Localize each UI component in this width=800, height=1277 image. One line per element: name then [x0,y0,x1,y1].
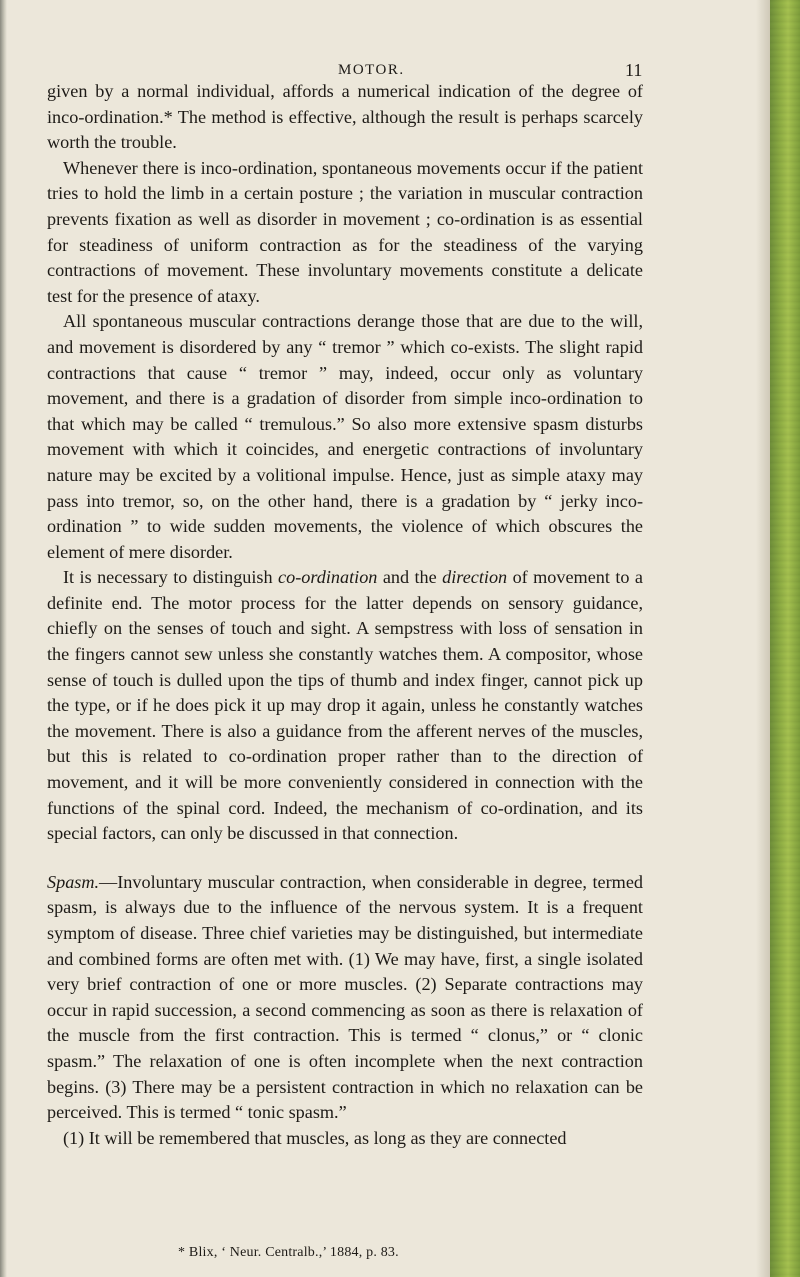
body-text [47,79,643,1151]
italic-term: co-ordination [278,567,378,588]
text-run: and the [377,567,443,588]
running-head: MOTOR. [338,62,405,78]
text-run: —Involuntary muscular contraction, when considerable in degree, termed spasm, is always due to the influence of the nervous system. It is a frequent symptom of disease. Three chief varieties may be distinguished, but intermediate and combined forms are often met with. (1) We may have, first, a single isolated very brief contraction of one or more muscles. (2) Separate contractions may occur in rapid succession, a second commencing as soon as there is relaxation of the muscle from the first contraction. This is termed “ clonus,” or “ clonic spasm.” The relaxation of one is often incomplete when the next contraction begins. (3) There may be a persistent contraction in which no relaxation can be perceived. This is termed “ tonic spasm.” [47,871,643,1123]
paragraph: given by a normal individual, affords a numerical indication of the degree of inco-ordination.* The method is effective, although the result is perhaps scarcely worth the trouble. [47,81,643,153]
italic-term: direction [442,567,508,588]
paragraph: All spontaneous muscular contractions derange those that are due to the will, and movement is disordered by any “ tremor ” which co-exists. The slight rapid contractions that cause “ tremor ” may, indeed, occur only as voluntary movement, and there is a gradation of disorder from simple inco-ordination to that which may be called “ tremulous.” So also more extensive spasm disturbs movement with which it coincides, and energetic contractions of involuntary nature may be excited by a volitional impulse. Hence, just as simple ataxy may pass into tremor, so, on the other hand, there is a gradation by “ jerky inco-ordination ” to wide sudden movements, the violence of which obscures the element of mere disorder. [47,311,643,562]
paragraph-direction [47,565,643,847]
paragraph-last-line: (1) It will be remembered that muscles, as long as they are connected [63,1127,567,1148]
text-run: It is necessary to distinguish [63,567,279,588]
book-binding [770,0,800,1277]
section-heading: Spasm. [47,871,100,892]
page-number: 11 [625,60,643,80]
text-run: of movement to a definite end. The motor process for the latter depends on sensory guidance, chiefly on the senses of touch and sight. A sempstress with loss of sensation in the fingers cannot sew unless she constantly watches them. A compositor, whose sense of touch is dulled upon the tips of thumb and index finger, cannot pick up the type, or if he does pick it up may drop it again, unless he constantly watches the movement. There is also a guidance from the afferent nerves of the muscles, but this is related to co-ordination proper rather than to the direction of movement, and it will be more conveniently considered in connection with the functions of the spinal cord. Indeed, the mechanism of co-ordination, and its special factors, can only be discussed in that connection. [47,567,643,844]
paragraph-spasm [47,870,643,1126]
binding-shadow [756,0,770,1277]
footnote: * Blix, ‘ Neur. Centralb.,’ 1884, p. 83. [178,1245,399,1260]
paragraph: Whenever there is inco-ordination, spontaneous movements occur if the patient tries to hold the limb in a certain posture ; the variation in muscular contraction prevents fixation as well as disorder in movement ; co-ordination is as essential for steadiness of uniform contraction as for the steadiness of the varying contractions of movement. These involuntary movements constitute a delicate test for the presence of ataxy. [47,157,643,306]
page-left-edge [0,0,7,1277]
